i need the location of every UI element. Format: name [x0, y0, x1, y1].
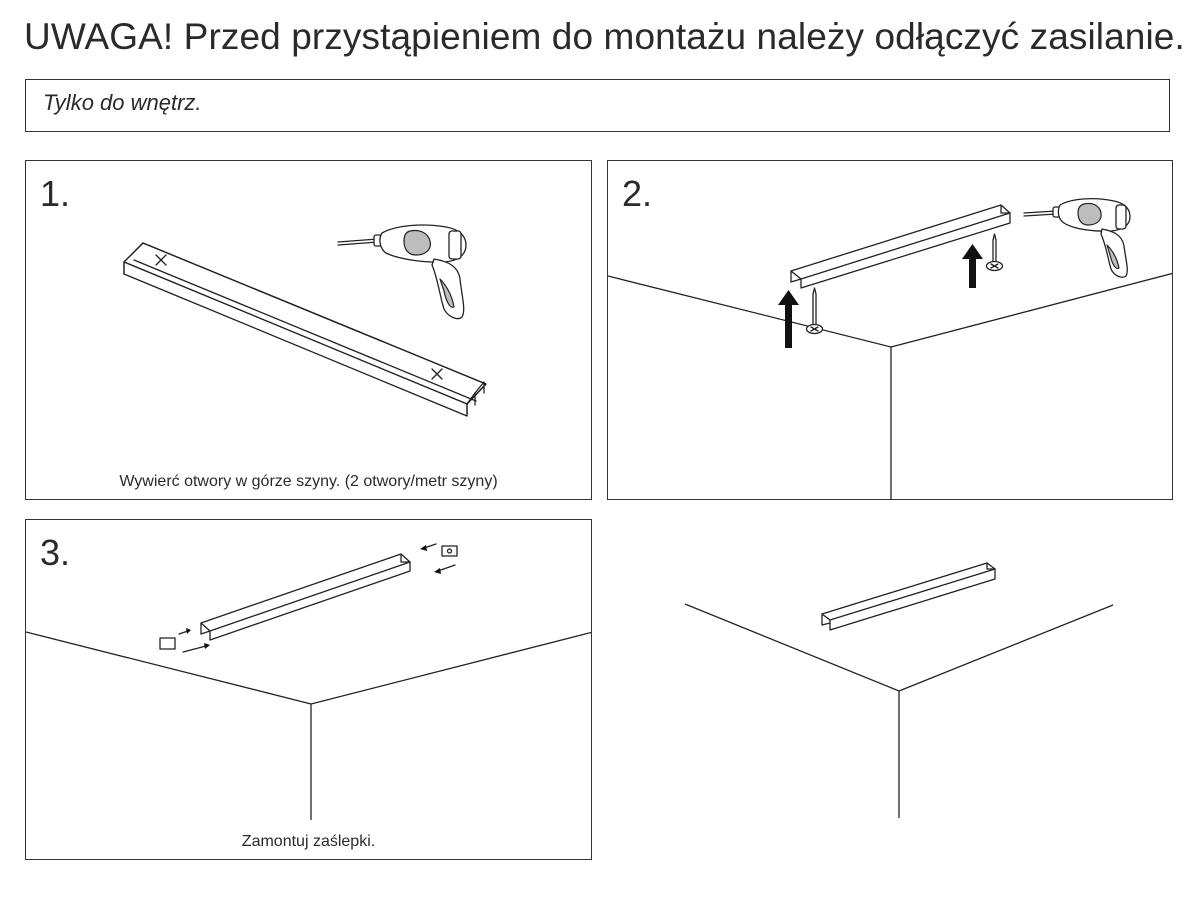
ceiling-wall-corner	[685, 604, 1113, 818]
step-1-caption: Wywierć otwory w górze szyny. (2 otwory/metr szyny)	[119, 473, 498, 490]
drill-icon	[1024, 199, 1130, 277]
drill-icon	[338, 225, 466, 319]
rail-profile-icon	[822, 563, 995, 630]
step-3-illustration	[26, 520, 592, 860]
end-cap-icon	[160, 638, 175, 649]
warning-heading: UWAGA! Przed przystąpieniem do montażu należy odłączyć zasilanie.	[24, 16, 1185, 57]
indoor-notice-box	[25, 79, 1170, 132]
step-3-number: 3.	[40, 532, 71, 573]
step-2-number: 2.	[622, 173, 653, 214]
end-cap-icon	[442, 546, 457, 556]
step-1-panel	[25, 160, 592, 500]
rail-profile-icon	[791, 205, 1010, 288]
arrow-up-icon	[962, 244, 983, 288]
screw-icon	[807, 288, 823, 334]
screw-icon	[987, 234, 1003, 271]
step-1-illustration	[26, 161, 592, 500]
arrow-right-icon	[179, 628, 210, 652]
step-3-caption: Zamontuj zaślepki.	[241, 833, 376, 850]
step-4-illustration	[607, 519, 1173, 860]
rail-profile-icon	[201, 554, 410, 640]
step-2-panel	[607, 160, 1173, 500]
step-1-number: 1.	[40, 173, 71, 214]
ceiling-wall-corner	[26, 632, 592, 820]
step-2-illustration	[608, 161, 1173, 500]
indoor-notice-text: Tylko do wnętrz.	[43, 90, 202, 115]
step-3-panel	[25, 519, 592, 860]
ceiling-wall-corner	[608, 273, 1173, 500]
rail-profile-icon	[124, 243, 486, 416]
